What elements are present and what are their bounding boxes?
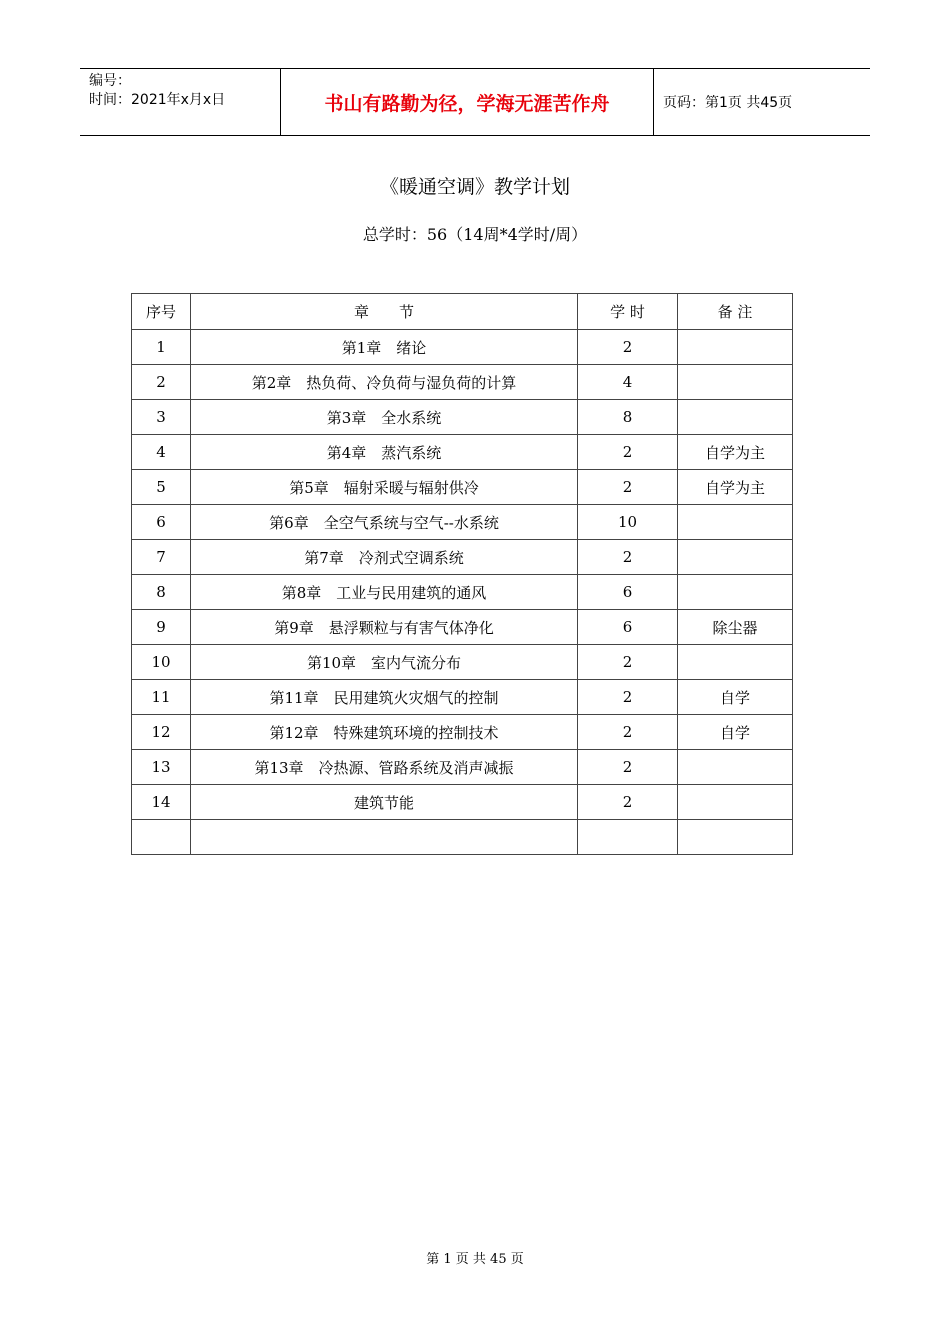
page-footer: 第 1 页 共 45 页: [426, 1252, 524, 1267]
col-header-notes: 备 注: [678, 294, 793, 330]
cell-index: 5: [132, 470, 191, 505]
table-row: [132, 435, 793, 470]
table-row: [132, 400, 793, 435]
cell-notes: [678, 645, 793, 680]
header-page-number: 页码：第1页 共45页: [663, 95, 793, 111]
cell-index: 4: [132, 435, 191, 470]
cell-notes: 自学: [678, 715, 793, 750]
cell-chapter: [191, 820, 578, 855]
cell-chapter: 第12章 特殊建筑环境的控制技术: [191, 715, 578, 750]
cell-index: 14: [132, 785, 191, 820]
cell-hours: 2: [578, 715, 678, 750]
header-time: 时间：2021年x月x日: [89, 92, 226, 108]
cell-hours: 2: [578, 540, 678, 575]
cell-hours: 10: [578, 505, 678, 540]
cell-notes: [678, 575, 793, 610]
table-row: [132, 505, 793, 540]
cell-hours: 2: [578, 750, 678, 785]
cell-hours: 8: [578, 400, 678, 435]
header-meta: [80, 69, 281, 135]
table-row: [132, 715, 793, 750]
cell-index: 7: [132, 540, 191, 575]
cell-chapter: 第10章 室内气流分布: [191, 645, 578, 680]
cell-chapter: 第9章 悬浮颗粒与有害气体净化: [191, 610, 578, 645]
cell-hours: [578, 820, 678, 855]
cell-index: 6: [132, 505, 191, 540]
table-row: [132, 610, 793, 645]
cell-chapter: 第7章 冷剂式空调系统: [191, 540, 578, 575]
col-header-hours: 学 时: [578, 294, 678, 330]
table-row: [132, 750, 793, 785]
cell-index: 3: [132, 400, 191, 435]
cell-index: 1: [132, 330, 191, 365]
cell-notes: [678, 820, 793, 855]
cell-notes: [678, 540, 793, 575]
cell-chapter: 第6章 全空气系统与空气--水系统: [191, 505, 578, 540]
table-row: [132, 680, 793, 715]
cell-hours: 2: [578, 470, 678, 505]
teaching-plan-table: [131, 293, 793, 855]
cell-chapter: 第5章 辐射采暖与辐射供冷: [191, 470, 578, 505]
table-row: [132, 645, 793, 680]
header-motto: 书山有路勤为径，学海无涯苦作舟: [281, 69, 654, 135]
cell-notes: 自学为主: [678, 435, 793, 470]
table-row: [132, 365, 793, 400]
cell-chapter: 第2章 热负荷、冷负荷与湿负荷的计算: [191, 365, 578, 400]
cell-notes: [678, 365, 793, 400]
table-header-row: [132, 294, 793, 330]
cell-index: 10: [132, 645, 191, 680]
cell-index: 11: [132, 680, 191, 715]
table-row: [132, 820, 793, 855]
cell-notes: [678, 505, 793, 540]
table-row: [132, 575, 793, 610]
cell-chapter: 第3章 全水系统: [191, 400, 578, 435]
cell-hours: 2: [578, 680, 678, 715]
cell-index: 12: [132, 715, 191, 750]
cell-chapter: 第13章 冷热源、管路系统及消声减振: [191, 750, 578, 785]
cell-notes: 自学为主: [678, 470, 793, 505]
cell-chapter: 第8章 工业与民用建筑的通风: [191, 575, 578, 610]
cell-index: 2: [132, 365, 191, 400]
cell-chapter: 建筑节能: [191, 785, 578, 820]
cell-index: [132, 820, 191, 855]
cell-hours: 2: [578, 785, 678, 820]
cell-hours: 2: [578, 645, 678, 680]
page-header: [80, 68, 870, 136]
cell-notes: [678, 785, 793, 820]
cell-notes: 自学: [678, 680, 793, 715]
document-subtitle: 总学时：56（14周*4学时/周）: [362, 225, 588, 244]
col-header-chapter: 章 节: [191, 294, 578, 330]
cell-notes: 除尘器: [678, 610, 793, 645]
table-row: [132, 470, 793, 505]
cell-index: 9: [132, 610, 191, 645]
header-code: 编号：: [89, 73, 131, 89]
cell-notes: [678, 750, 793, 785]
cell-hours: 2: [578, 330, 678, 365]
cell-notes: [678, 400, 793, 435]
cell-chapter: 第4章 蒸汽系统: [191, 435, 578, 470]
cell-hours: 6: [578, 575, 678, 610]
cell-hours: 2: [578, 435, 678, 470]
cell-index: 13: [132, 750, 191, 785]
table-row: [132, 785, 793, 820]
cell-hours: 6: [578, 610, 678, 645]
col-header-index: 序号: [132, 294, 191, 330]
table-row: [132, 540, 793, 575]
table-row: [132, 330, 793, 365]
cell-chapter: 第1章 绪论: [191, 330, 578, 365]
cell-chapter: 第11章 民用建筑火灾烟气的控制: [191, 680, 578, 715]
cell-index: 8: [132, 575, 191, 610]
document-title: 《暖通空调》教学计划: [379, 176, 570, 198]
cell-hours: 4: [578, 365, 678, 400]
cell-notes: [678, 330, 793, 365]
